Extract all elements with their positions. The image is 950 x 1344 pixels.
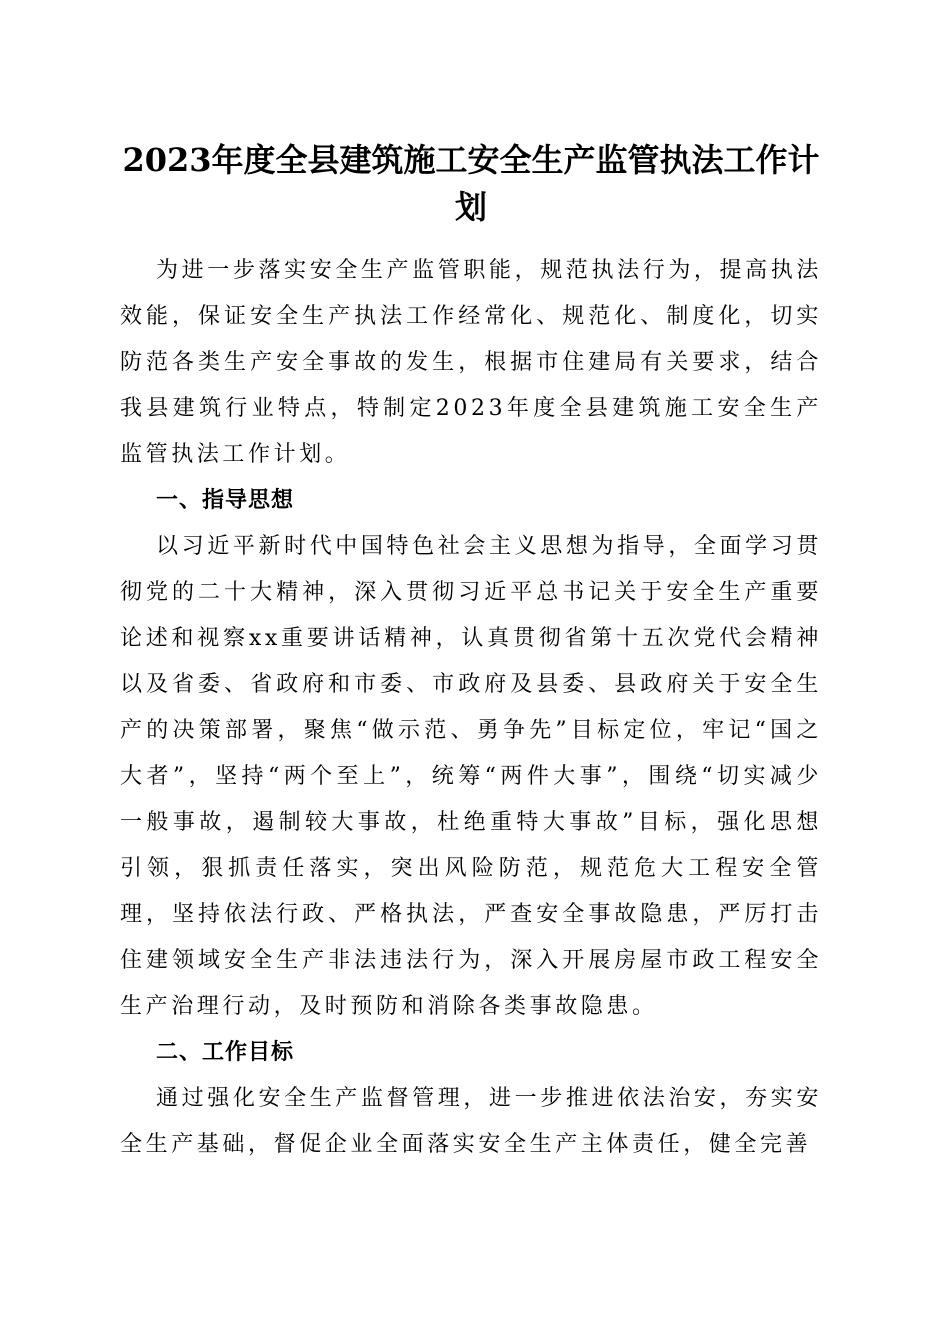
document-title: 2023年度全县建筑施工安全生产监管执法工作计划	[122, 141, 820, 226]
section-paragraph-guiding-ideology: 以习近平新时代中国特色社会主义思想为指导，全面学习贯彻党的二十大精神，深入贯彻习近平总书记关于安全生产重要论述和视察xx重要讲话精神，认真贯彻省第十五次党代会精神以及省委、省政府和市委、市政府及县委、县政府关于安全生产的决策部署，聚焦“做示范、勇争先”目标定位，牢记“国之大者”，坚持“两个至上”，统筹“两件大事”，围绕“切实减少一般事故，遏制较大事故，杜绝重特大事故”目标，强化思想引领，狠抓责任落实，突出风险防范，规范危大工程安全管理，坚持依法行政、严格执法，严查安全事故隐患，严厉打击住建领域安全生产非法违法行为，深入开展房屋市政工程安全生产治理行动，及时预防和消除各类事故隐患。	[120, 534, 822, 1019]
section-heading-guiding-ideology: 一、指导思想	[156, 488, 295, 513]
document-body	[120, 248, 822, 1168]
intro-paragraph: 为进一步落实安全生产监管职能，规范执法行为，提高执法效能，保证安全生产执法工作经常化、规范化、制度化，切实防范各类生产安全事故的发生，根据市住建局有关要求，结合我县建筑行业特点，特制定2023年度全县建筑施工安全生产监管执法工作计划。	[120, 258, 822, 467]
section-heading-work-goals: 二、工作目标	[156, 1040, 295, 1065]
document-page	[120, 0, 822, 1344]
section-paragraph-work-goals: 通过强化安全生产监督管理，进一步推进依法治安，夯实安全生产基础，督促企业全面落实安全生产主体责任，健全完善	[120, 1086, 822, 1157]
